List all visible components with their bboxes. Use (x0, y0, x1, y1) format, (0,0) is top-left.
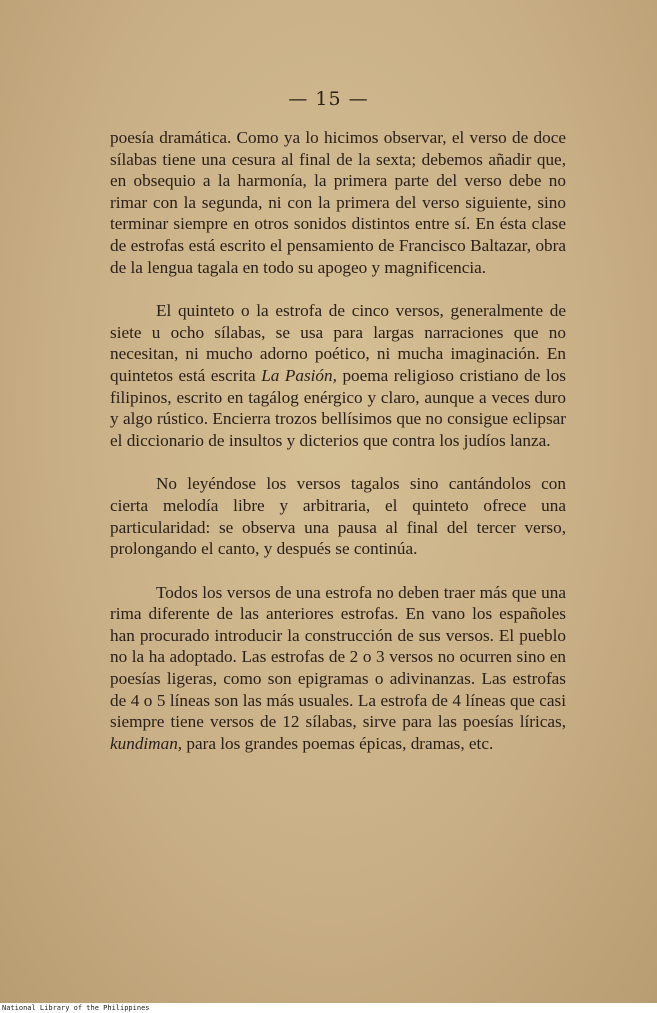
paragraph-4-text-after: para los grandes poemas épicas, dramas, etc. (182, 733, 494, 753)
paragraph-2-italic-title: La Pasión, (261, 365, 337, 385)
paragraph-4-italic-term: kundiman, (110, 733, 183, 753)
paragraph-4-text-before: Todos los versos de una estrofa no deben traer más que una rima diferente de las anteriores estrofas. En vano los españoles han procurado introducir la construcción de sus versos. El pueblo no la ha adoptado. Las estrofas de 2 o 3 versos no ocurren sino en poesías ligeras, como son epigramas o adivinanzas. Las estrofas de 4 o 5 líneas son las más usuales. La estrofa de 4 líneas que casi siempre tiene versos de 12 sílabas, sirve para las poesías líricas, (110, 582, 566, 732)
paragraph-3: No leyéndose los versos tagalos sino cantándolos con cierta melodía libre y arbitraria, el quinteto ofrece una particularidad: se observa una pausa al final del tercer verso, prolongando el canto, y después se continúa. (110, 474, 566, 559)
page-number: — 15 — (288, 88, 369, 110)
paragraph-2 (110, 300, 566, 451)
paragraph-2-text-after: poema religioso cristiano de los filipinos, escrito en tagálog enérgico y claro, aunque a veces duro y algo rústico. Encierra trozos bellísimos que no consigue eclipsar el diccionario de insultos y dicterios que contra los judíos lanza. (110, 365, 566, 450)
paragraph-2-text-before: El quinteto o la estrofa de cinco versos, generalmente de siete u ocho sílabas, se usa para largas narraciones que no necesitan, ni mucho adorno poético, ni mucha imaginación. En quintetos está escrita (110, 301, 566, 385)
paragraph-4 (110, 582, 566, 755)
paragraph-1: poesía dramática. Como ya lo hicimos observar, el verso de doce sílabas tiene una cesura al final de la sexta; debemos añadir que, en obsequio a la harmonía, la primera parte del verso debe no rimar con la segunda, ni con la primera del verso siguiente, sino terminar siempre en otros sonidos distintos entre sí. En ésta clase de estrofas está escrito el pensamiento de Francisco Baltazar, obra de la lengua tagala en todo su apogeo y magnificencia. (110, 128, 566, 277)
library-credit: National Library of the Philippines (2, 1004, 150, 1012)
body-text (110, 127, 566, 754)
